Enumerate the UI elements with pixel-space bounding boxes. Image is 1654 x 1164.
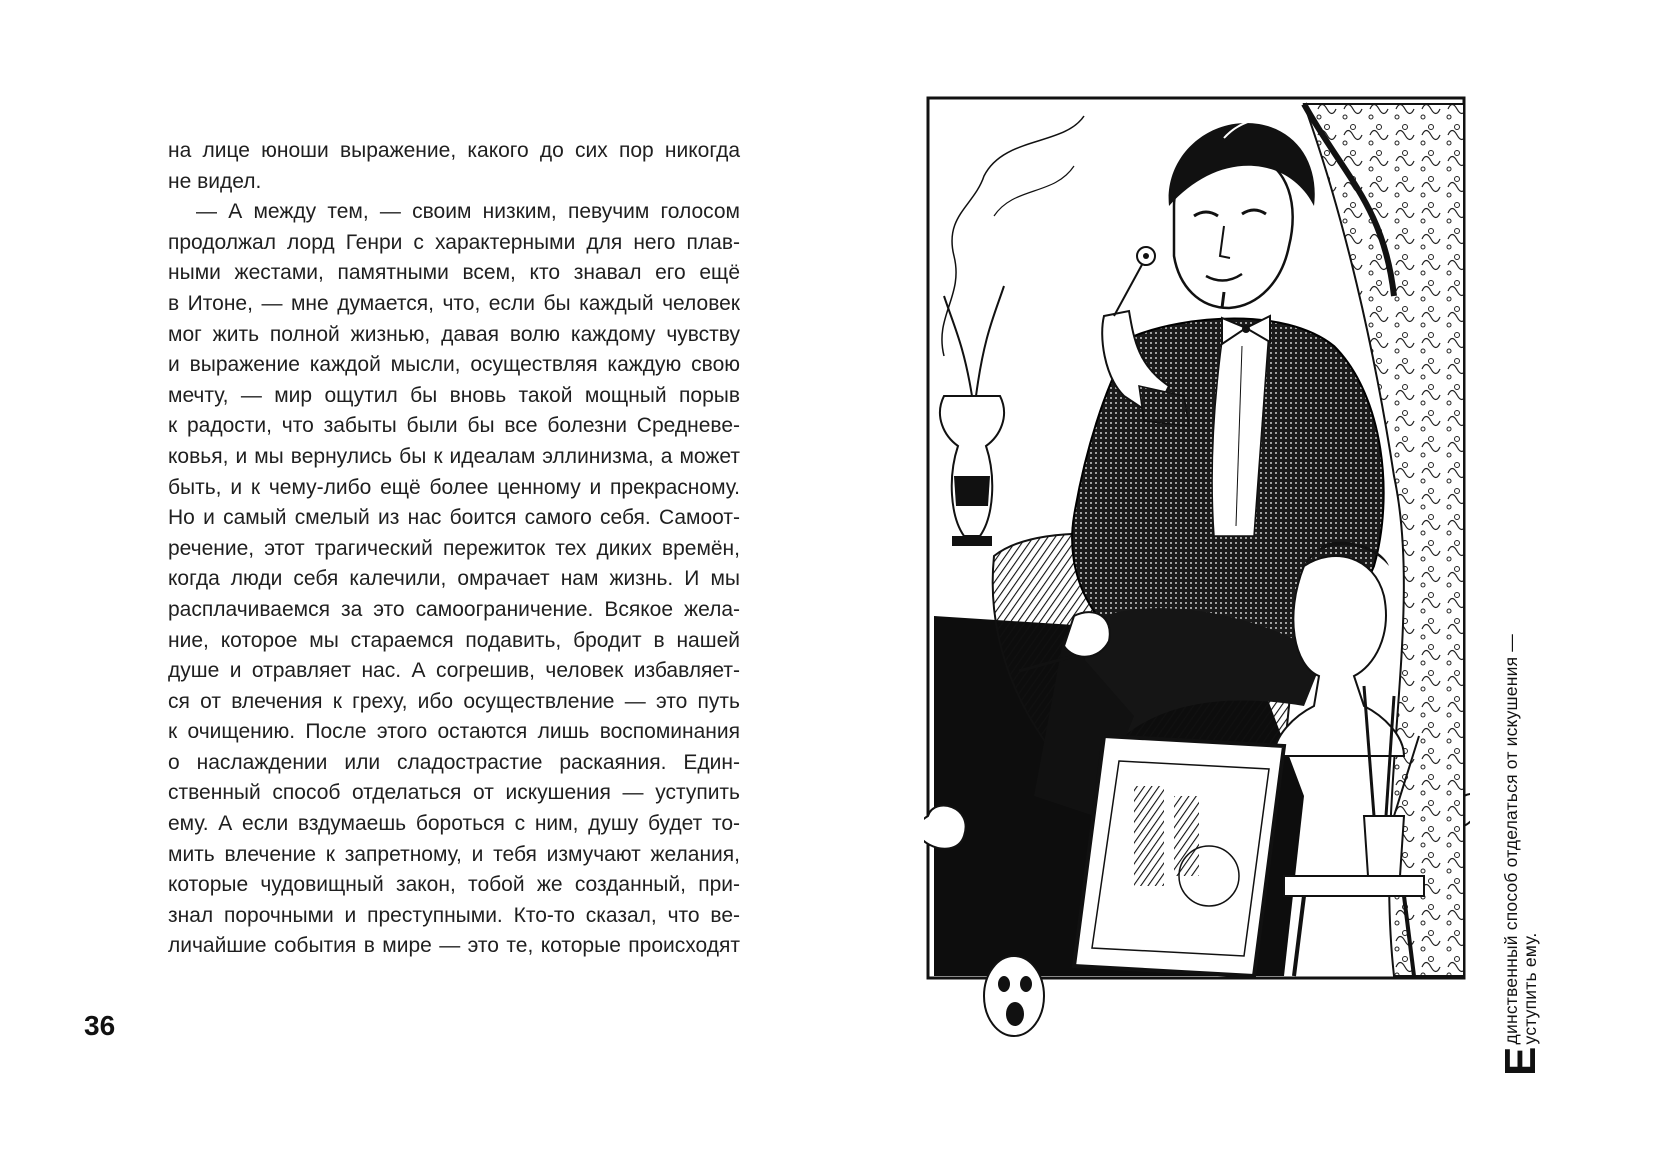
text-line: не видел. bbox=[168, 169, 262, 193]
text-line: продолжал лорд Генри с характерными для него плав- bbox=[168, 230, 740, 254]
text-line: в Итоне, — мне думается, что, если бы каждый человек bbox=[168, 291, 740, 315]
page-number: 36 bbox=[84, 1010, 116, 1041]
text-line: мог жить полной жизнью, давая волю каждому чувству bbox=[168, 322, 740, 346]
text-line: ся от влечения к греху, ибо осуществление — это путь bbox=[168, 689, 740, 713]
stool bbox=[1284, 876, 1424, 896]
text-line: мечту, — мир ощутил бы вновь такой мощный порыв bbox=[168, 383, 740, 407]
brush-pot bbox=[1364, 816, 1404, 876]
text-line: речение, этот трагический пережиток тех диких времён, bbox=[168, 536, 740, 560]
text-line: личайшие события в мире — это те, которые происходят bbox=[168, 934, 740, 958]
text-line: ственный способ отделаться от искушения — уступить bbox=[168, 781, 740, 805]
text-line: быть, и к чему-либо ещё более ценному и прекрасному. bbox=[168, 475, 740, 499]
text-line: когда люди себя калечили, омрачает нам жизнь. И мы bbox=[168, 567, 740, 591]
text-line: о наслаждении или сладострастие раскаяния. Един- bbox=[168, 750, 740, 774]
text-line: к очищению. После этого остаются лишь воспоминания bbox=[168, 720, 740, 744]
text-line: на лице юноши выражение, какого до сих пор никогда bbox=[168, 139, 740, 162]
text-line: — А между тем, — своим низким, певучим голосом bbox=[196, 200, 740, 224]
text-line: ему. А если вздумаешь бороться с ним, душу будет то- bbox=[168, 812, 740, 836]
ink-illustration bbox=[924, 96, 1470, 1076]
side-quote bbox=[1496, 456, 1545, 1076]
text-line: ными жестами, памятными всем, кто знавал его ещё bbox=[168, 261, 740, 285]
ornament-left bbox=[924, 806, 966, 849]
text-line: душе и отравляет нас. А согрешив, человек избавляет- bbox=[168, 659, 740, 683]
text-line: и выражение каждой мысли, осуществляя каждую свою bbox=[168, 353, 740, 377]
text-line: ковья, и мы вернулись бы к идеалам эллинизма, а может bbox=[168, 444, 740, 468]
quote-initial: Е bbox=[1496, 1046, 1545, 1076]
text-line: мить влечение к запретному, и тебя измучают желания, bbox=[168, 842, 740, 866]
body-text bbox=[168, 136, 740, 962]
text-line: знал порочными и преступными. Кто-то сказал, что ве- bbox=[168, 903, 740, 927]
quote-line: уступить ему. bbox=[1520, 932, 1540, 1045]
text-line: которые чудовищный закон, тобой же созданный, при- bbox=[168, 873, 740, 897]
text-line: Но и самый смелый из нас боится самого себя. Самоот- bbox=[168, 506, 740, 530]
text-line: ние, которое мы стараемся подавить, бродит в нашей bbox=[168, 628, 740, 652]
quote-line: динственный способ отделаться от искушения — bbox=[1501, 633, 1521, 1045]
text-line: расплачиваемся за это самоограничение. Всякое жела- bbox=[168, 597, 740, 621]
text-line: к радости, что забыты были бы все болезни Средневе- bbox=[168, 414, 740, 438]
